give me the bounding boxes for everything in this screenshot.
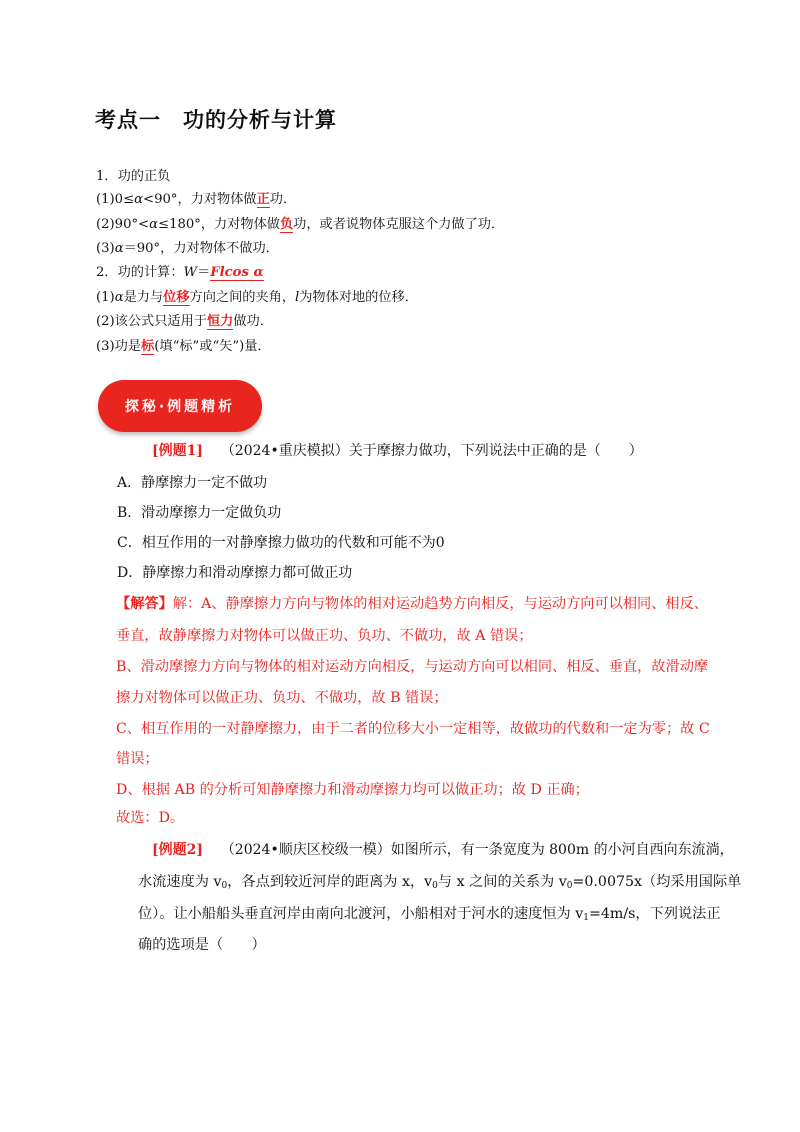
example-2-tag: [例题2]: [152, 842, 203, 858]
example-1-answer-line-8: 故选：D。: [116, 810, 185, 826]
example-1-answer-line-4: 擦力对物体可以做正功、负功、不做功，故 B 错误；: [116, 690, 448, 706]
example-1-answer-line-7: D、根据 AB 的分析可知静摩擦力和滑动摩擦力均可以做正功；故 D 正确；: [116, 782, 589, 798]
example-2-line-3: 位）。让小船船头垂直河岸由南向北渡河，小船相对于河水的速度恒为 $v_1=4m/s$，下列说法正: [138, 906, 721, 923]
example-2-line-2: 水流速度为 $v_0$，各点到较近河岸的距离为 x，$v_0$与 x 之间的关系为 $v_0=0.0075x$（均采用国际单: [138, 874, 742, 891]
point-2b: (2)该公式只适用于恒力做功．: [96, 314, 273, 329]
example-1-answer-line-5: C、相互作用的一对静摩擦力，由于二者的位移大小一定相等，故做功的代数和一定为零；故 C: [116, 721, 710, 737]
example-2-line-1: [例题2] （2024•顺庆区校级一模）如图所示，有一条宽度为 800m 的小河自西向东流淌，: [152, 842, 734, 858]
example-1-question: [例题1] （2024•重庆模拟）关于摩擦力做功，下列说法中正确的是（ ）: [152, 443, 643, 459]
example-1-answer-line-3: B、滑动摩擦力方向与物体的相对运动方向相反，与运动方向可以相同、相反、垂直，故滑动摩: [116, 659, 709, 675]
answer-blank-scalar: 标: [141, 339, 155, 354]
answer-blank-positive: 正: [256, 192, 270, 207]
example-1-answer-line-6: 错误；: [116, 751, 159, 767]
point-2a: (1)α是力与位移方向之间的夹角，l为物体对地的位移．: [96, 290, 418, 305]
section-banner: 探秘·例题精析: [98, 380, 262, 432]
example-1-option-c: C．相互作用的一对静摩擦力做功的代数和可能不为0: [117, 535, 445, 551]
point-1-heading: 1．功的正负: [96, 169, 171, 184]
example-2-line-4: 确的选项是（ ）: [138, 937, 266, 953]
example-1-option-a: A．静摩擦力一定不做功: [117, 475, 268, 491]
example-1-option-d: D．静摩擦力和滑动摩擦力都可做正功: [117, 565, 353, 581]
point-1b: (2)90°<α≤180°，力对物体做负功，或者说物体克服这个力做了功．: [96, 217, 505, 232]
point-2c: (3)功是标(填“标”或“矢”)量．: [96, 339, 271, 354]
answer-blank-negative: 负: [279, 217, 294, 232]
point-1c: (3)α＝90°，力对物体不做功．: [96, 241, 279, 256]
point-2-heading: 2．功的计算：W＝Flcos α: [96, 265, 264, 280]
example-1-answer-line-2: 垂直，故静摩擦力对物体可以做正功、负功、不做功，故 A 错误；: [116, 628, 533, 644]
answer-label: 【解答】: [116, 596, 173, 612]
example-1-tag: [例题1]: [152, 443, 203, 459]
answer-blank-constant-force: 恒力: [207, 314, 234, 329]
point-1a: (1)0≤α<90°，力对物体做正功．: [96, 192, 297, 207]
work-formula: Flcos α: [210, 265, 264, 280]
example-1-option-b: B．滑动摩擦力一定做负功: [117, 505, 282, 521]
example-1-answer-line-1: 【解答】解：A、静摩擦力方向与物体的相对运动趋势方向相反，与运动方向可以相同、相反、: [116, 596, 708, 612]
section-title: 考点一 功的分析与计算: [95, 108, 337, 132]
answer-blank-displacement: 位移: [163, 290, 190, 305]
